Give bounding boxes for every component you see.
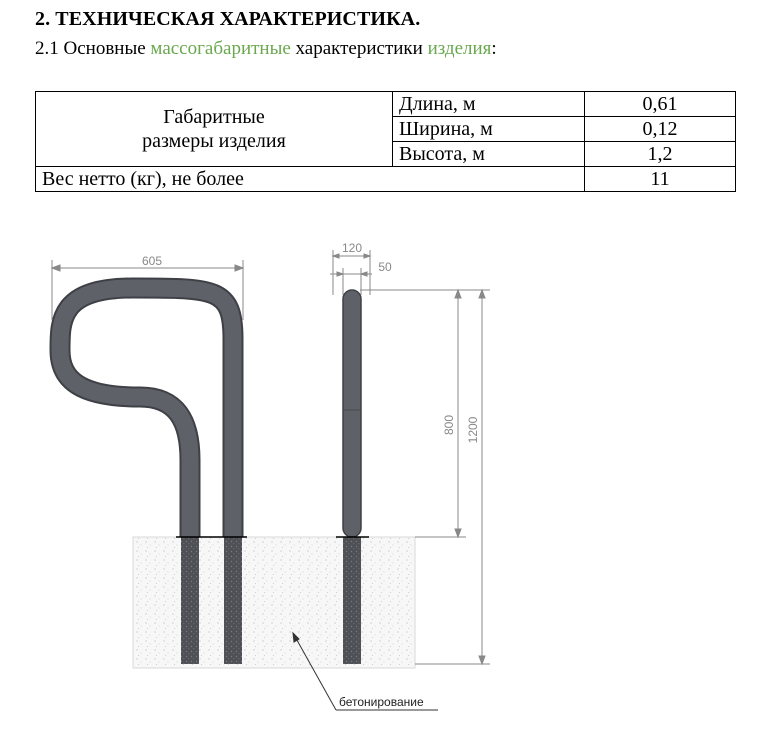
concrete-base xyxy=(133,537,415,668)
section-subheading xyxy=(35,38,497,60)
subheading-highlight-product: изделия xyxy=(427,38,492,59)
technical-drawing xyxy=(0,210,771,739)
height-value: 1,2 xyxy=(585,142,736,167)
dim-total-height-label: 1200 xyxy=(466,416,480,444)
concrete-label: бетонирование xyxy=(339,695,424,709)
length-value: 0,61 xyxy=(585,92,736,117)
specs-table xyxy=(35,91,736,192)
dim-depth-label: 120 xyxy=(341,241,363,255)
dim-width-label: 605 xyxy=(141,254,163,268)
section-heading: 2. ТЕХНИЧЕСКАЯ ХАРАКТЕРИСТИКА. xyxy=(35,8,421,30)
subheading-highlight-mass: массогабаритные xyxy=(150,38,291,59)
dimensions-group-line2: размеры изделия xyxy=(142,130,286,152)
dim-above-ground-label: 800 xyxy=(442,414,456,436)
weight-value: 11 xyxy=(585,167,736,192)
subheading-middle: характеристики xyxy=(290,38,428,59)
weight-label: Вес нетто (кг), не более xyxy=(36,167,585,192)
length-label: Длина, м xyxy=(393,92,585,117)
width-label: Ширина, м xyxy=(393,117,585,142)
dimensions-group-cell xyxy=(36,92,393,167)
table-row xyxy=(36,92,736,117)
table-row xyxy=(36,167,736,192)
front-leg-left-embedded xyxy=(181,537,199,664)
bike-stand-front-pipe xyxy=(60,288,233,537)
side-leg-embedded xyxy=(343,537,361,664)
dimensions-group-line1: Габаритные xyxy=(163,106,265,128)
bike-stand-side-pipe xyxy=(343,290,361,537)
subheading-suffix: : xyxy=(491,38,497,59)
height-label: Высота, м xyxy=(393,142,585,167)
subheading-prefix: 2.1 Основные xyxy=(35,38,151,59)
front-leg-right-embedded xyxy=(224,537,242,664)
dim-pipe-label: 50 xyxy=(378,260,392,274)
width-value: 0,12 xyxy=(585,117,736,142)
